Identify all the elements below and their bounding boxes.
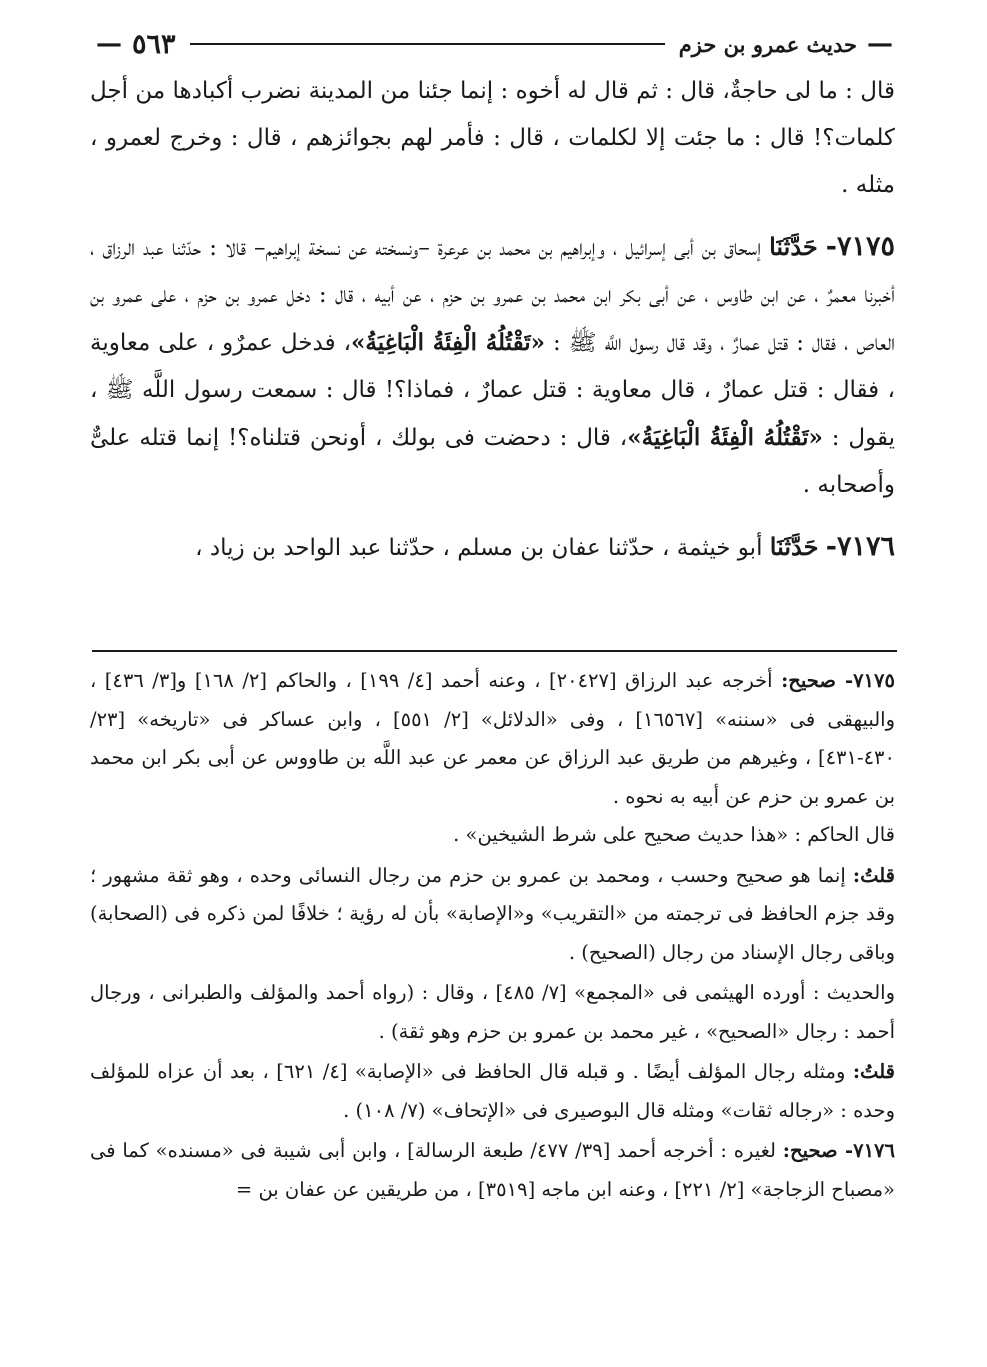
header-rule [190, 43, 665, 45]
footnote-text: أخرجه عبد الرزاق [٢٠٤٢٧] ، وعنه أحمد [٤/ ١٩٩] ، والحاكم [٢/ ١٦٨] و[٣/ ٤٣٦] ، والبيهقى فى «سننه» [١٦٥٦٧] ، وفى «الدلائل» [٢/ ٥٥١] ، وابن عساكر فى «تاريخه» [٢٣/ ٤٣٠-٤٣١] ، وغيرهم من طريق عبد الرزاق عن معمر عن عبد اللَّه بن طاووس عن أبى بكر ابن محمد بن عمرو بن حزم عن أبيه به نحوه . [90, 669, 895, 808]
footnote-label: ٧١٧٥- صحيح: [781, 669, 895, 692]
hadith-text: ، قال : دحضت فى بولك ، أونحن قتلناه؟! إنما قتله علىٌّ وأصحابه . [90, 425, 895, 498]
footnote-text: لغيره : أخرجه أحمد [٣٩/ ٤٧٧/ طبعة الرسالة] ، وابن أبى شيبة فى «مسنده» كما فى «مصباح الزجاجة» [٢/ ٢٢١] ، وعنه ابن ماجه [٣٥١٩] ، من طريقين عن عفان بن = [90, 1139, 895, 1201]
footnote-label: ٧١٧٦- صحيح: [782, 1139, 895, 1162]
hakim-note: قال الحاكم : «هذا حديث صحيح على شرط الشيخين» . [453, 823, 895, 846]
running-header [92, 24, 897, 64]
footnote-7176 [90, 1132, 895, 1209]
main-text [90, 68, 895, 572]
header-dash-left: — [96, 29, 122, 59]
hadith-7176 [90, 523, 895, 572]
footnote-separator [92, 650, 897, 652]
hadith-quote: «تَقْتُلُهُ الْفِئَةُ الْبَاغِيَةُ» [627, 424, 823, 451]
qultu-text: ومثله رجال المؤلف أيضًا . و قبله قال الحافظ فى «الإصابة» [٤/ ٦٢١] ، بعد أن عزاه للمؤلف وحده : «رجاله ثقات» ومثله قال البوصيرى فى «الإتحاف» (٧/ ١٠٨) . [90, 1060, 895, 1122]
haddathana-word: حَدَّثَنَا [769, 232, 818, 261]
footnotes [90, 662, 895, 1209]
hadith-text: إسحاق بن أبى إسرائيل ، وإبراهيم بن محمد بن عرعرة –ونسخته عن نسخة إبراهيم– قالا : حدّثنا عبد الرزاق ، أخبرنا معمرٌ ، عن ابن طاوس ، عن أبى بكر ابن محمد بن عمرو بن حزم ، عن أبيه ، قال : دخل عمرو بن حزم ، على عمرو بن العاص ، فقال : قتل عمارٌ ، وقد قال رسول اللَّه ﷺ : [90, 235, 896, 356]
hadith-number: ٧١٧٥- [825, 231, 895, 262]
hadith-source-note: والحديث : أورده الهيثمى فى «المجمع» [٧/ ٤٨٥] ، وقال : (رواه أحمد والمؤلف والطبرانى ، ورجال أحمد : رجال «الصحيح» ، غير محمد بن عمرو بن حزم وهو ثقة) . [90, 981, 895, 1043]
hadith-7175 [90, 223, 895, 509]
hadith-text: ، فدخل عمرٌو ، على معاوية ، فقال : قتل عمارٌ ، قال معاوية : قتل عمارٌ ، فماذا؟! قال : سمعت رسول اللَّه ﷺ ، يقول : [90, 330, 896, 451]
qultu-text: إنما هو صحيح وحسب ، ومحمد بن عمرو بن حزم من رجال النسائى وحده ، وهو ثقة مشهور ؛ وقد جزم الحافظ فى ترجمته من «التقريب» و«الإصابة» بأن له رؤية ؛ خلافًا لمن ذكره فى (الصحابة) وباقى رجال الإسناد من رجال (الصحيح) . [90, 863, 895, 964]
qultu-note-1 [90, 857, 895, 973]
qultu-label: قلتُ: [852, 863, 895, 887]
qultu-note-2 [90, 1053, 895, 1130]
header-dash-right: — [867, 29, 893, 59]
qultu-label: قلتُ: [852, 1060, 895, 1083]
header-title: حديث عمرو بن حزم [678, 31, 857, 57]
hadith-number: ٧١٧٦- [825, 531, 895, 562]
hadith-text: أبو خيثمة ، حدّثنا عفان بن مسلم ، حدّثنا عبد الواحد بن زياد ، [195, 535, 763, 561]
haddathana-word: حَدَّثَنَا [769, 532, 819, 561]
hadith-quote: «تَقْتُلُهُ الْفِئَةُ الْبَاغِيَةُ» [351, 329, 545, 356]
continuation-paragraph: قال : ما لى حاجةٌ، قال : ثم قال له أخوه : إنما جئنا من المدينة نضرب أكبادها من أجل كلمات؟! قال : ما جئت إلا لكلمات ، قال : فأمر لهم بجوائزهم ، قال : وخرج لعمرو ، مثله . [90, 78, 895, 198]
footnote-7175 [90, 662, 895, 816]
page-number: ٥٦٣ [132, 28, 176, 60]
